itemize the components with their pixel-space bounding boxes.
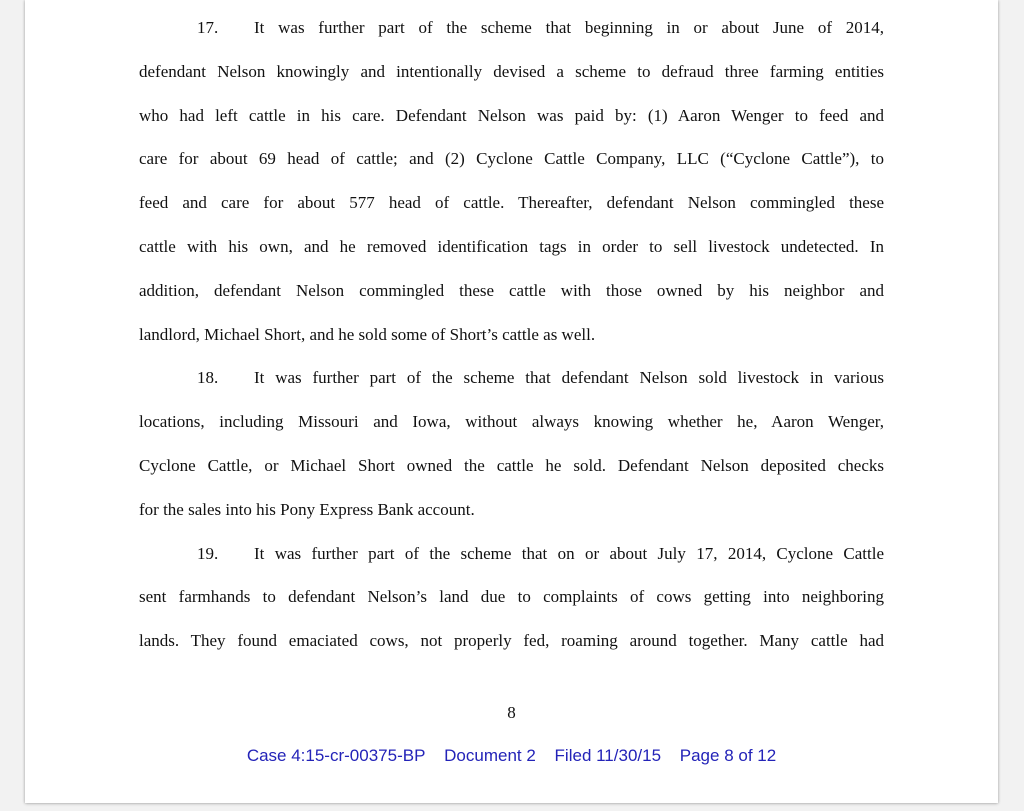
paragraph-number: 17. <box>197 18 219 37</box>
document-body <box>139 6 884 663</box>
paragraph-line: 18. It was further part of the scheme that defendant Nelson sold livestock in various <box>139 356 884 400</box>
paragraph-number: 18. <box>197 368 219 388</box>
paragraph-line: locations, including Missouri and Iowa, without always knowing whether he, Aaron Wenger, <box>139 412 884 432</box>
case-footer <box>25 746 998 766</box>
document-page <box>25 0 998 803</box>
paragraph-line: care for about 69 head of cattle; and (2) Cyclone Cattle Company, LLC (“Cyclone Cattle”), to <box>139 149 884 169</box>
paragraph-number: 19. <box>197 543 219 563</box>
footer-document-number: Document 2 <box>444 746 536 765</box>
paragraph-line: cattle with his own, and he removed identification tags in order to sell livestock undetected. In <box>139 236 884 256</box>
footer-page-count: Page 8 of 12 <box>679 746 777 765</box>
paragraph-line: who had left cattle in his care. Defendant Nelson was paid by: (1) Aaron Wenger to feed and <box>139 105 884 125</box>
paragraph-17 <box>139 6 884 356</box>
paragraph-line: landlord, Michael Short, and he sold some of Short’s cattle as well. <box>139 324 596 344</box>
paragraph-19 <box>139 532 884 663</box>
paragraph-line: defendant Nelson knowingly and intentionally devised a scheme to defraud three farming entities <box>139 61 884 81</box>
footer-case-number: Case 4:15-cr-00375-BP <box>246 746 426 765</box>
paragraph-line: sent farmhands to defendant Nelson’s land due to complaints of cows getting into neighboring <box>139 587 884 607</box>
paragraph-line: 19. It was further part of the scheme that on or about July 17, 2014, Cyclone Cattle <box>139 532 884 576</box>
paragraph-line: addition, defendant Nelson commingled these cattle with those owned by his neighbor and <box>139 280 884 300</box>
footer-filed-date: Filed 11/30/15 <box>554 746 662 765</box>
paragraph-18 <box>139 356 884 531</box>
paragraph-line: Cyclone Cattle, or Michael Short owned the cattle he sold. Defendant Nelson deposited checks <box>139 455 884 475</box>
paragraph-line: for the sales into his Pony Express Bank account. <box>139 499 475 519</box>
paragraph-line: lands. They found emaciated cows, not properly fed, roaming around together. Many cattle had <box>139 631 884 651</box>
paragraph-line: 17. It was further part of the scheme that beginning in or about June of 2014, <box>139 6 884 50</box>
page-number: 8 <box>507 703 516 722</box>
paragraph-line: feed and care for about 577 head of cattle. Thereafter, defendant Nelson commingled these <box>139 193 884 213</box>
